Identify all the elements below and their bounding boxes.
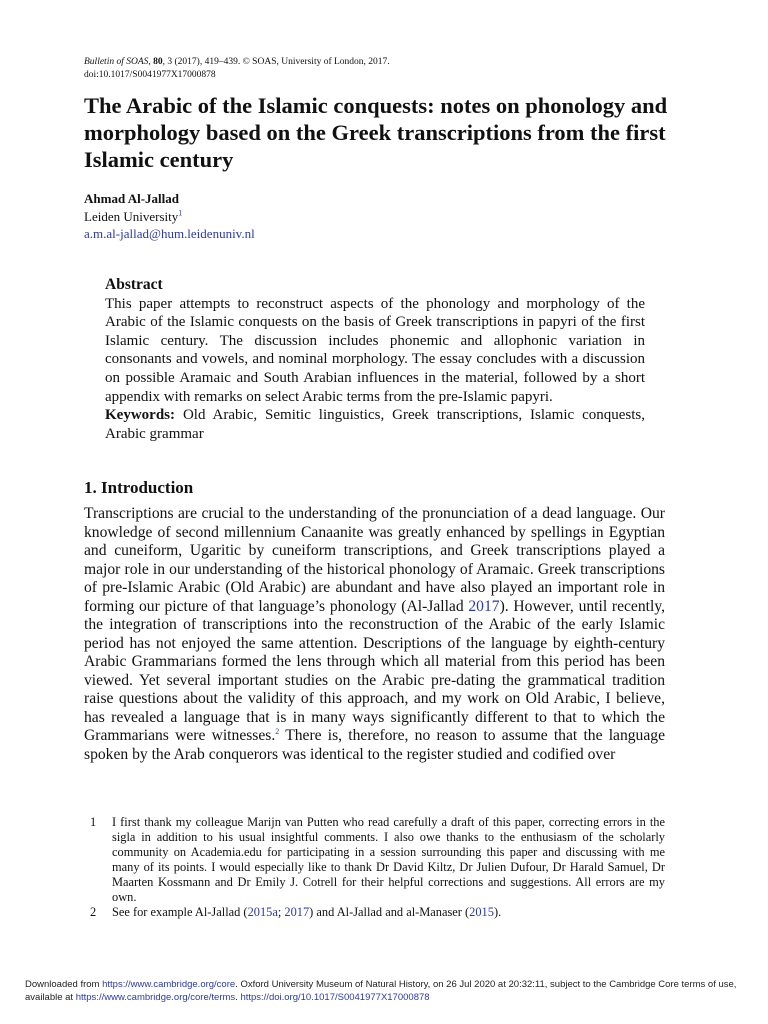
- body-text-2: ). However, until recently, the integration of transcriptions into the reconstruction of the Arabic of the early Islamic period has not enjoyed the same attention. Descriptions of the language by eighth-century Arabic Grammarians formed the lens through which all material from this period has been viewed. Yet several important studies on the Arabic pre-dating the grammatical tradition raise questions about the validity of this approach, and my work on Old Arabic, I believe, has revealed a language that is in many ways significantly different to that to which the Grammarians were witnesses.: [84, 597, 665, 744]
- footnote-text: I first thank my colleague Marijn van Putten who read carefully a draft of this paper, correcting errors in the sigla in addition to his usual insightful comments. I also owe thanks to the enthusiasm of the scholarly community on Academia.edu for participating in a session surrounding this paper and discussing with me many of its points. I would especially like to thank Dr David Kiltz, Dr Julien Dufour, Dr Harald Samuel, Dr Maarten Kossmann and Dr Emily J. Cotrell for their helpful corrections and suggestions. All errors are my own.: [112, 815, 665, 904]
- ref-link-2015a[interactable]: 2015a: [247, 905, 278, 919]
- body-text-1: Transcriptions are crucial to the understanding of the pronunciation of a dead language. Our knowledge of second millennium Canaanite was greatly enhanced by spellings in Egyptian and cuneiform, Ugaritic by cuneiform transcriptions, and Greek transcriptions played a major role in our understanding of the historical phonology of Aramaic. Greek transcriptions of pre-Islamic Arabic (Old Arabic) are abundant and have also played an important role in forming our picture of that language’s phonology (Al-Jallad: [84, 505, 665, 615]
- download-separator: .: [235, 992, 241, 1003]
- footnote-link-2[interactable]: 2: [275, 726, 280, 736]
- footnote-2: [84, 905, 665, 920]
- footnote-text-part: ) and Al-Jallad and al-Manaser (: [309, 905, 470, 919]
- author-affiliation: [84, 208, 484, 226]
- footnote-1: [84, 815, 665, 905]
- journal-citation: Bulletin of SOAS, 80, 3 (2017), 419–439. © SOAS, University of London, 2017. doi:10.1017/S0041977X17000878: [84, 57, 390, 80]
- download-text: . Oxford University Museum of Natural History, on 26 Jul 2020 at 20:32:11, subject to the Cambridge Core terms of use, available at: [25, 979, 737, 1003]
- ref-link-2015[interactable]: 2015: [469, 905, 494, 919]
- footnote-number: 1: [90, 815, 97, 829]
- footnote-text-part: ;: [277, 905, 285, 919]
- affiliation-text: Leiden University: [84, 208, 179, 224]
- terms-link[interactable]: https://www.cambridge.org/core/terms: [75, 992, 236, 1003]
- journal-volume: 80: [153, 57, 163, 67]
- journal-name: Bulletin of SOAS: [84, 57, 149, 67]
- author-email-link[interactable]: a.m.al-jallad@hum.leidenuniv.nl: [84, 226, 255, 241]
- cambridge-core-link[interactable]: https://www.cambridge.org/core: [102, 979, 236, 990]
- doi-link[interactable]: https://doi.org/10.1017/S0041977X17000878: [240, 992, 430, 1003]
- abstract-heading: Abstract: [105, 276, 163, 293]
- keywords-text: Old Arabic, Semitic linguistics, Greek transcriptions, Islamic conquests, Arabic grammar: [105, 407, 645, 442]
- footnotes: [84, 815, 665, 920]
- footnote-text-part: See for example Al-Jallad (: [112, 905, 248, 919]
- keywords: [105, 406, 645, 443]
- abstract-text: This paper attempts to reconstruct aspects of the phonology and morphology of the Arabic of the Islamic conquests on the basis of Greek transcriptions in papyri of the first Islamic century. The discussion includes phonemic and allophonic variation in consonants and vowels, and nominal morphology. The essay concludes with a discussion on possible Aramaic and South Arabian influences in the material, followed by a short appendix with remarks on select Arabic terms from the pre-Islamic papyri.: [105, 295, 645, 405]
- download-text: Downloaded from: [25, 979, 103, 990]
- paper-title: The Arabic of the Islamic conquests: notes on phonology and morphology based on the Greek transcriptions from the first Islamic century: [84, 93, 668, 172]
- body-text-3: There is, therefore, no reason to assume that the language spoken by the Arab conquerors was identical to the register studied and codified over: [84, 727, 665, 763]
- body-paragraph: [84, 505, 665, 764]
- footnote-number: 2: [90, 905, 97, 919]
- author-name: Ahmad Al-Jallad: [84, 191, 179, 206]
- footnote-text-part: ).: [493, 905, 502, 919]
- abstract: [105, 276, 645, 443]
- download-notice: [25, 978, 745, 1004]
- footnote-text: [112, 905, 665, 920]
- author-block: [84, 190, 484, 243]
- section-heading: 1. Introduction: [84, 478, 194, 497]
- keywords-label: Keywords:: [105, 407, 175, 424]
- journal-issue-pages: , 3 (2017), 419–439. © SOAS, University of London, 2017.: [162, 57, 390, 67]
- footnote-link-1[interactable]: 1: [178, 208, 183, 218]
- journal-doi: doi:10.1017/S0041977X17000878: [84, 70, 216, 80]
- ref-link-2017[interactable]: 2017: [284, 905, 310, 919]
- ref-link-2017[interactable]: 2017: [468, 597, 500, 615]
